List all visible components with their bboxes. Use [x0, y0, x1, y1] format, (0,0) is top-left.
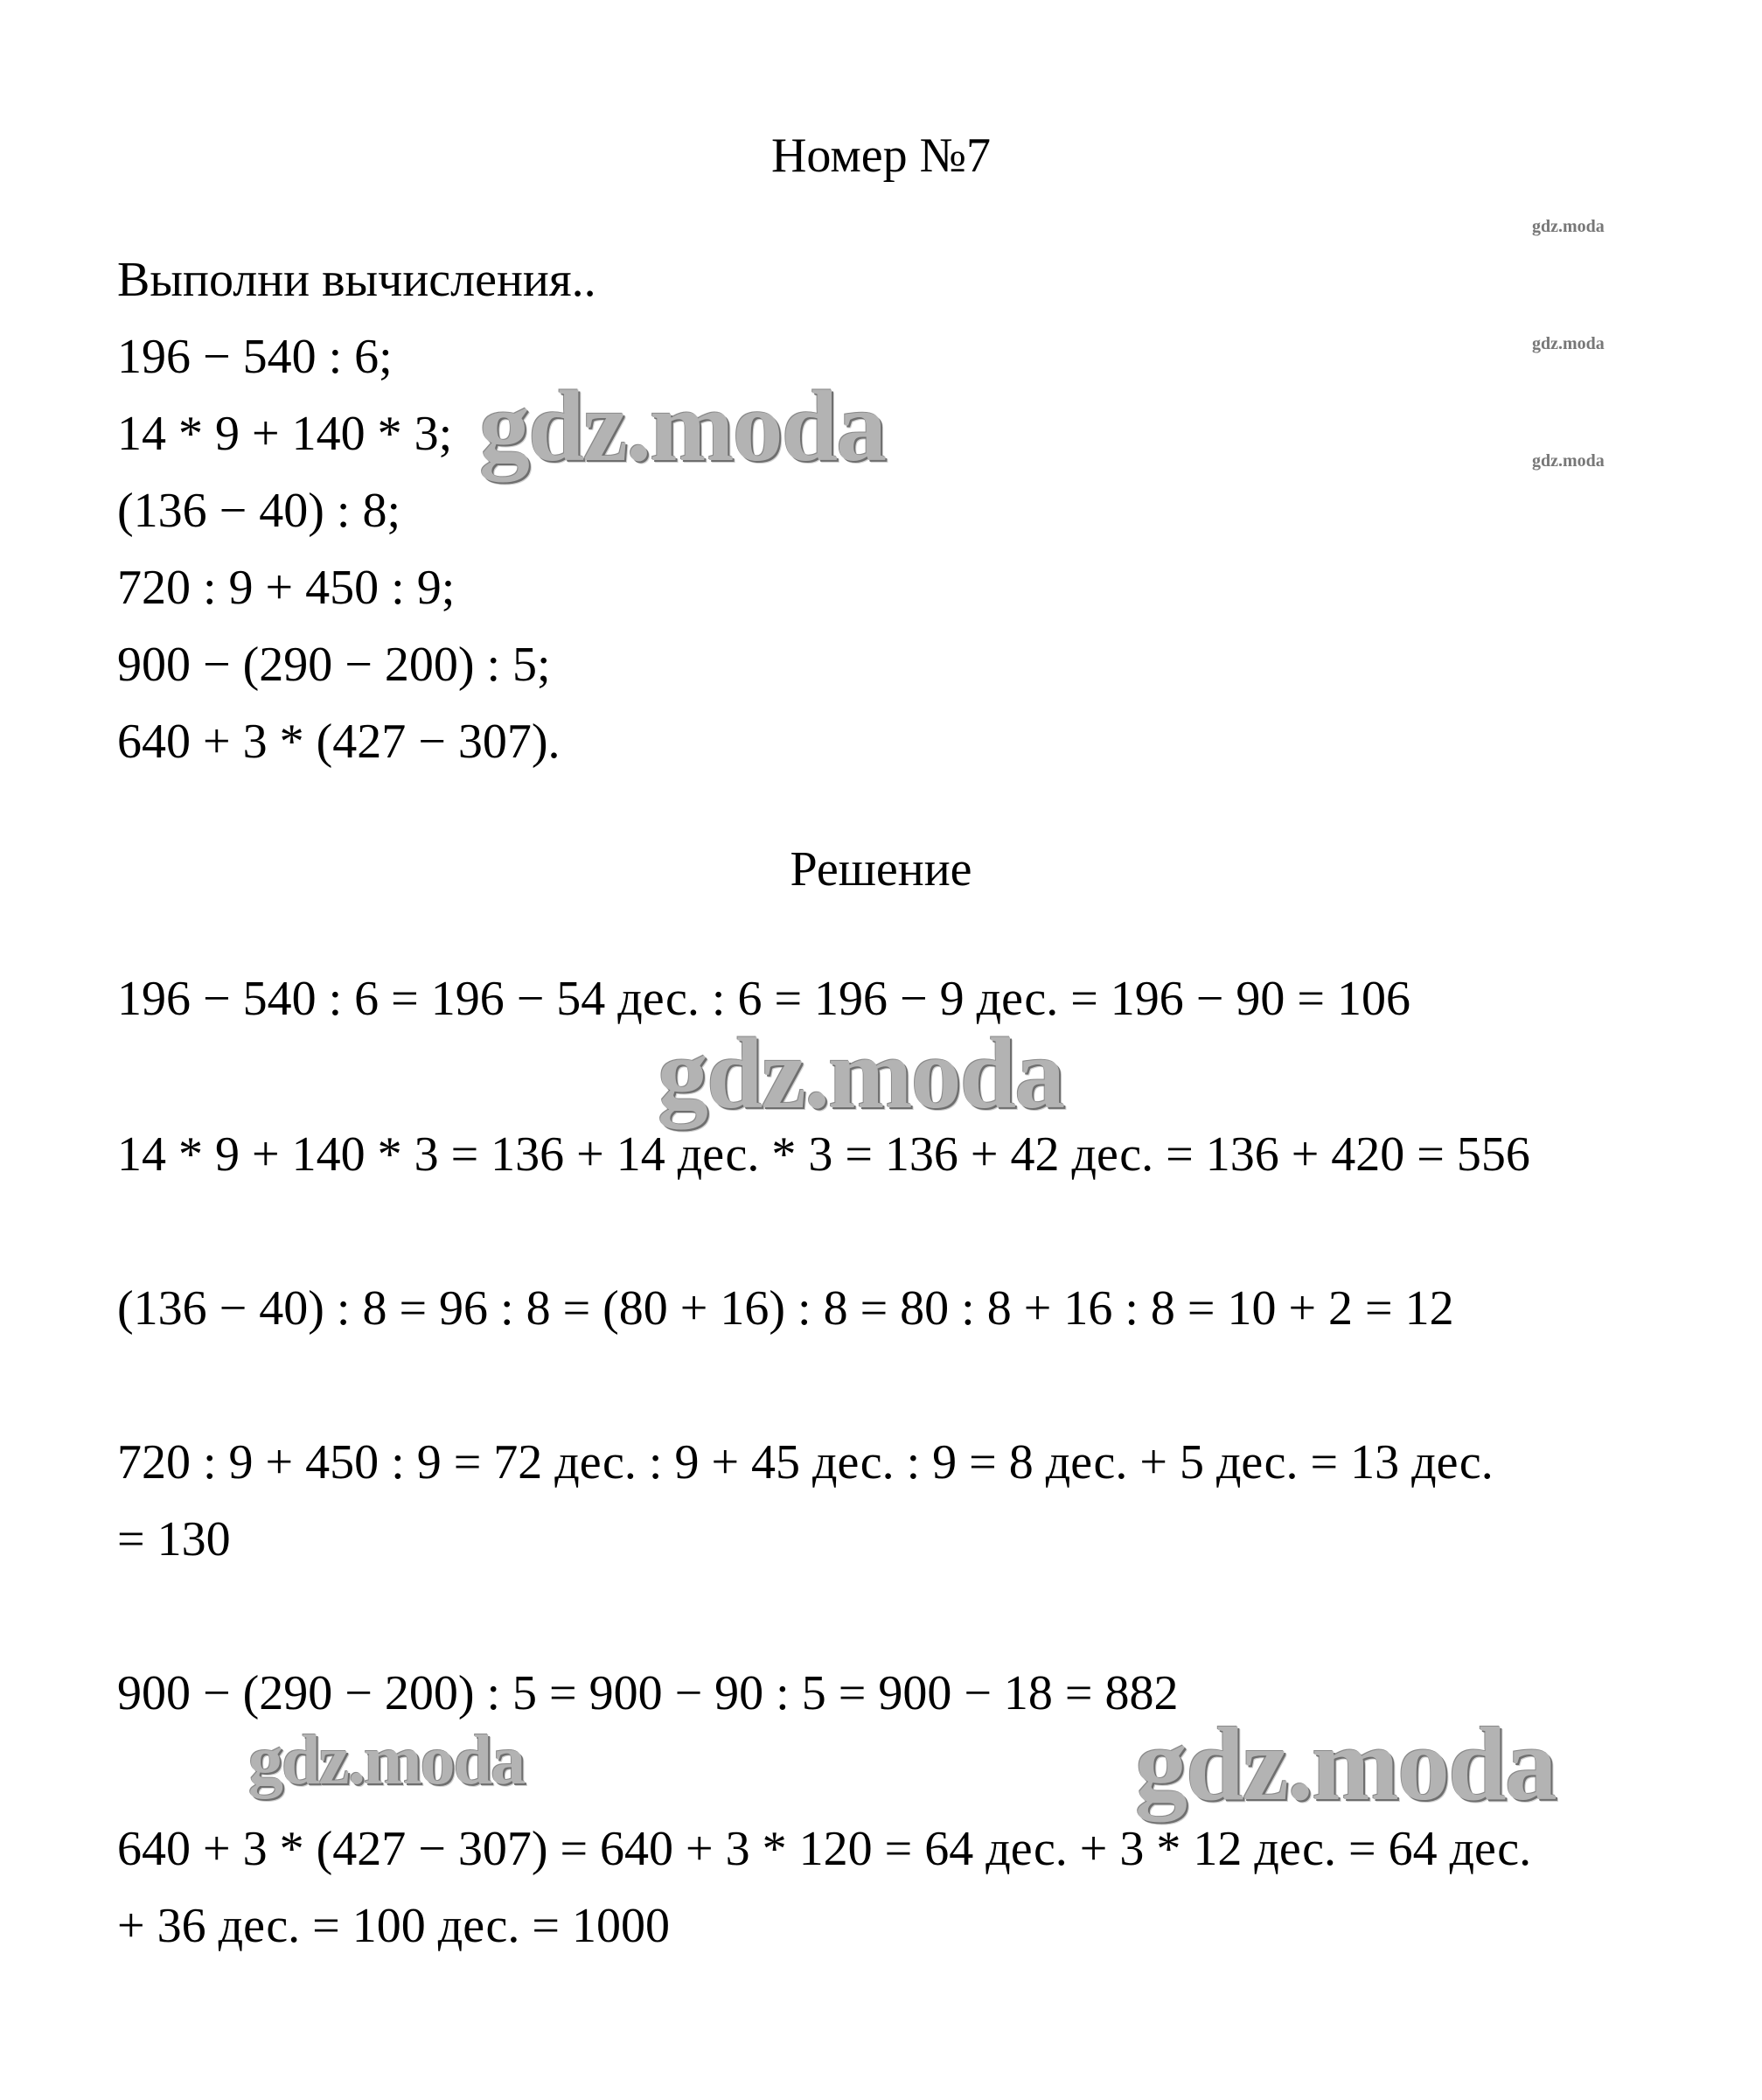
- watermark-small-2: gdz.moda: [1532, 334, 1605, 353]
- page-title: Номер №7: [770, 129, 992, 183]
- watermark-large-4: gdz.moda: [1135, 1706, 1556, 1822]
- watermark-large-3: gdz.moda: [248, 1722, 525, 1799]
- task-expression-6: 640 + 3 * (427 − 307).: [117, 715, 561, 769]
- task-expression-4: 720 : 9 + 450 : 9;: [117, 561, 456, 615]
- solution-line-6a: 640 + 3 * (427 − 307) = 640 + 3 * 120 = 64 дес. + 3 * 12 дес. = 64 дес.: [117, 1822, 1532, 1876]
- watermark-large-1: gdz.moda: [479, 371, 886, 483]
- watermark-small-1: gdz.moda: [1532, 217, 1605, 236]
- task-expression-1: 196 − 540 : 6;: [117, 330, 393, 384]
- solution-line-5: 900 − (290 − 200) : 5 = 900 − 90 : 5 = 900 − 18 = 882: [117, 1666, 1179, 1720]
- solution-line-3: (136 − 40) : 8 = 96 : 8 = (80 + 16) : 8 = 80 : 8 + 16 : 8 = 10 + 2 = 12: [117, 1281, 1454, 1336]
- task-prompt: Выполни вычисления..: [117, 253, 596, 307]
- solution-line-6b: + 36 дес. = 100 дес. = 1000: [117, 1899, 670, 1953]
- task-expression-5: 900 − (290 − 200) : 5;: [117, 638, 551, 692]
- watermark-large-2: gdz.moda: [658, 1018, 1064, 1130]
- solution-line-1: 196 − 540 : 6 = 196 − 54 дес. : 6 = 196 − 9 дес. = 196 − 90 = 106: [117, 972, 1410, 1026]
- task-expression-2: 14 * 9 + 140 * 3;: [117, 407, 453, 461]
- solution-line-2: 14 * 9 + 140 * 3 = 136 + 14 дес. * 3 = 136 + 42 дес. = 136 + 420 = 556: [117, 1127, 1530, 1182]
- solution-heading: Решение: [790, 842, 972, 897]
- watermark-small-3: gdz.moda: [1532, 451, 1605, 471]
- solution-line-4a: 720 : 9 + 450 : 9 = 72 дес. : 9 + 45 дес. : 9 = 8 дес. + 5 дес. = 13 дес.: [117, 1435, 1494, 1490]
- task-expression-3: (136 − 40) : 8;: [117, 484, 400, 538]
- solution-line-4b: = 130: [117, 1512, 231, 1566]
